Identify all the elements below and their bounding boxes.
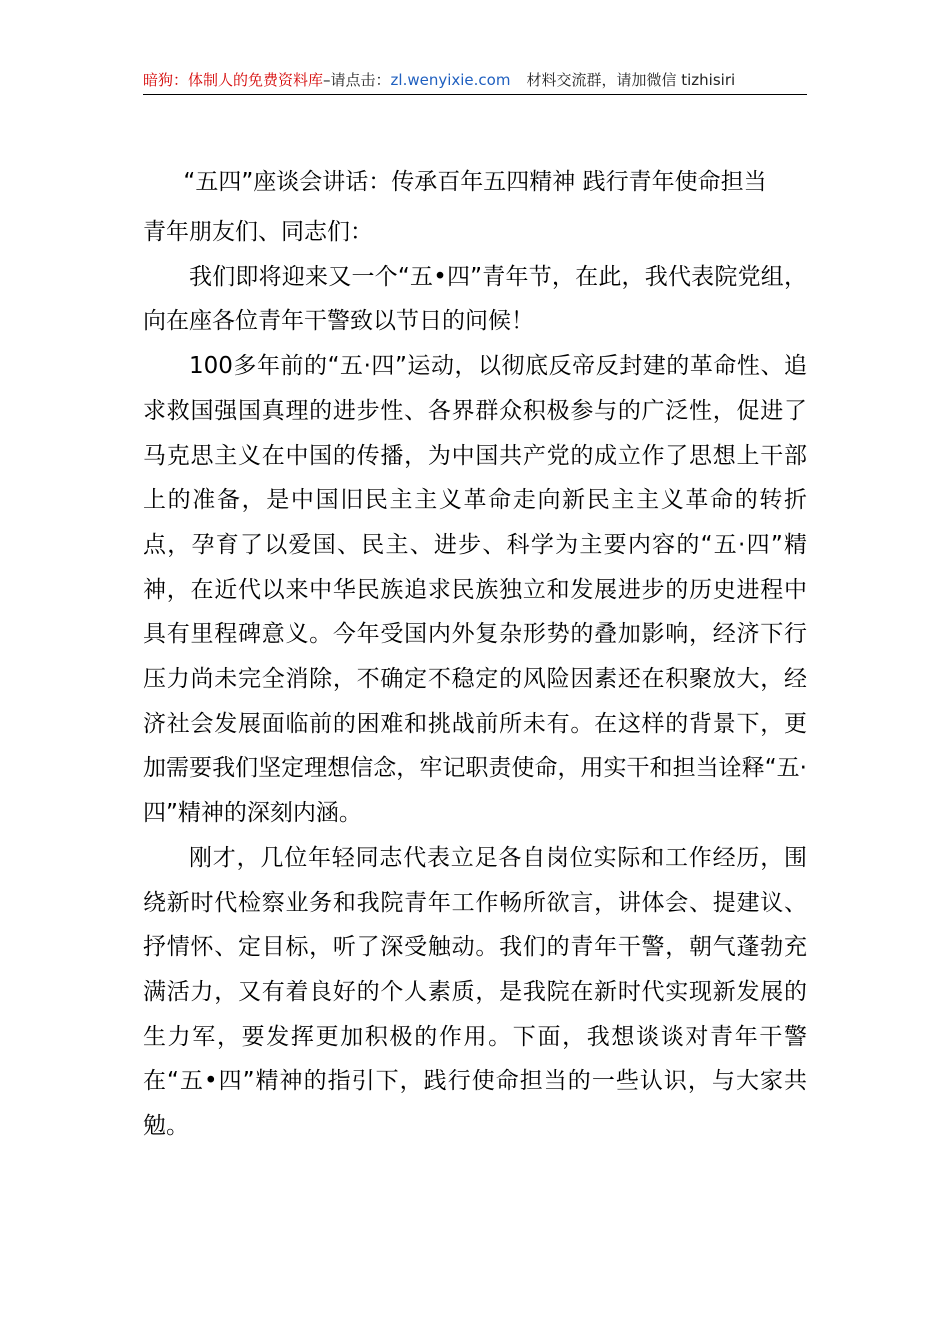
header-prompt: –请点击： — [323, 71, 391, 89]
header-url-link[interactable]: zl.wenyixie.com — [390, 71, 511, 89]
page-header — [143, 66, 807, 95]
document-body — [143, 210, 807, 1149]
paragraph-2: 100多年前的“五·四”运动，以彻底反帝反封建的革命性、追求救国强国真理的进步性、各界群众积极参与的广泛性，促进了马克思主义在中国的传播，为中国共产党的成立作了思想上干部上的准备，是中国旧民主主义革命走向新民主主义革命的转折点，孕育了以爱国、民主、进步、科学为主要内容的“五·四”精神，在近代以来中华民族追求民族独立和发展进步的历史进程中具有里程碑意义。今年受国内外复杂形势的叠加影响，经济下行压力尚未完全消除，不确定不稳定的风险因素还在积聚放大，经济社会发展面临前的困难和挑战前所未有。在这样的背景下，更加需要我们坚定理想信念，牢记职责使命，用实干和担当诠释“五·四”精神的深刻内涵。 — [143, 353, 807, 827]
header-contact: 材料交流群，请加微信 tizhisiri — [526, 71, 736, 89]
document-title: “五四”座谈会讲话：传承百年五四精神 践行青年使命担当 — [183, 169, 767, 195]
salutation: 青年朋友们、同志们： — [143, 219, 373, 245]
paragraph-3: 刚才，几位年轻同志代表立足各自岗位实际和工作经历，围绕新时代检察业务和我院青年工作畅所欲言，讲体会、提建议、抒情怀、定目标，听了深受触动。我们的青年干警，朝气蓬勃充满活力，又有着良好的个人素质，是我院在新时代实现新发展的生力军，要发挥更加积极的作用。下面，我想谈谈对青年干警在“五•四”精神的指引下，践行使命担当的一些认识，与大家共勉。 — [143, 844, 807, 1140]
header-brand: 暗狗：体制人的免费资料库 — [143, 71, 324, 89]
paragraph-1: 我们即将迎来又一个“五•四”青年节，在此，我代表院党组，向在座各位青年干警致以节日的问候！ — [143, 263, 807, 335]
